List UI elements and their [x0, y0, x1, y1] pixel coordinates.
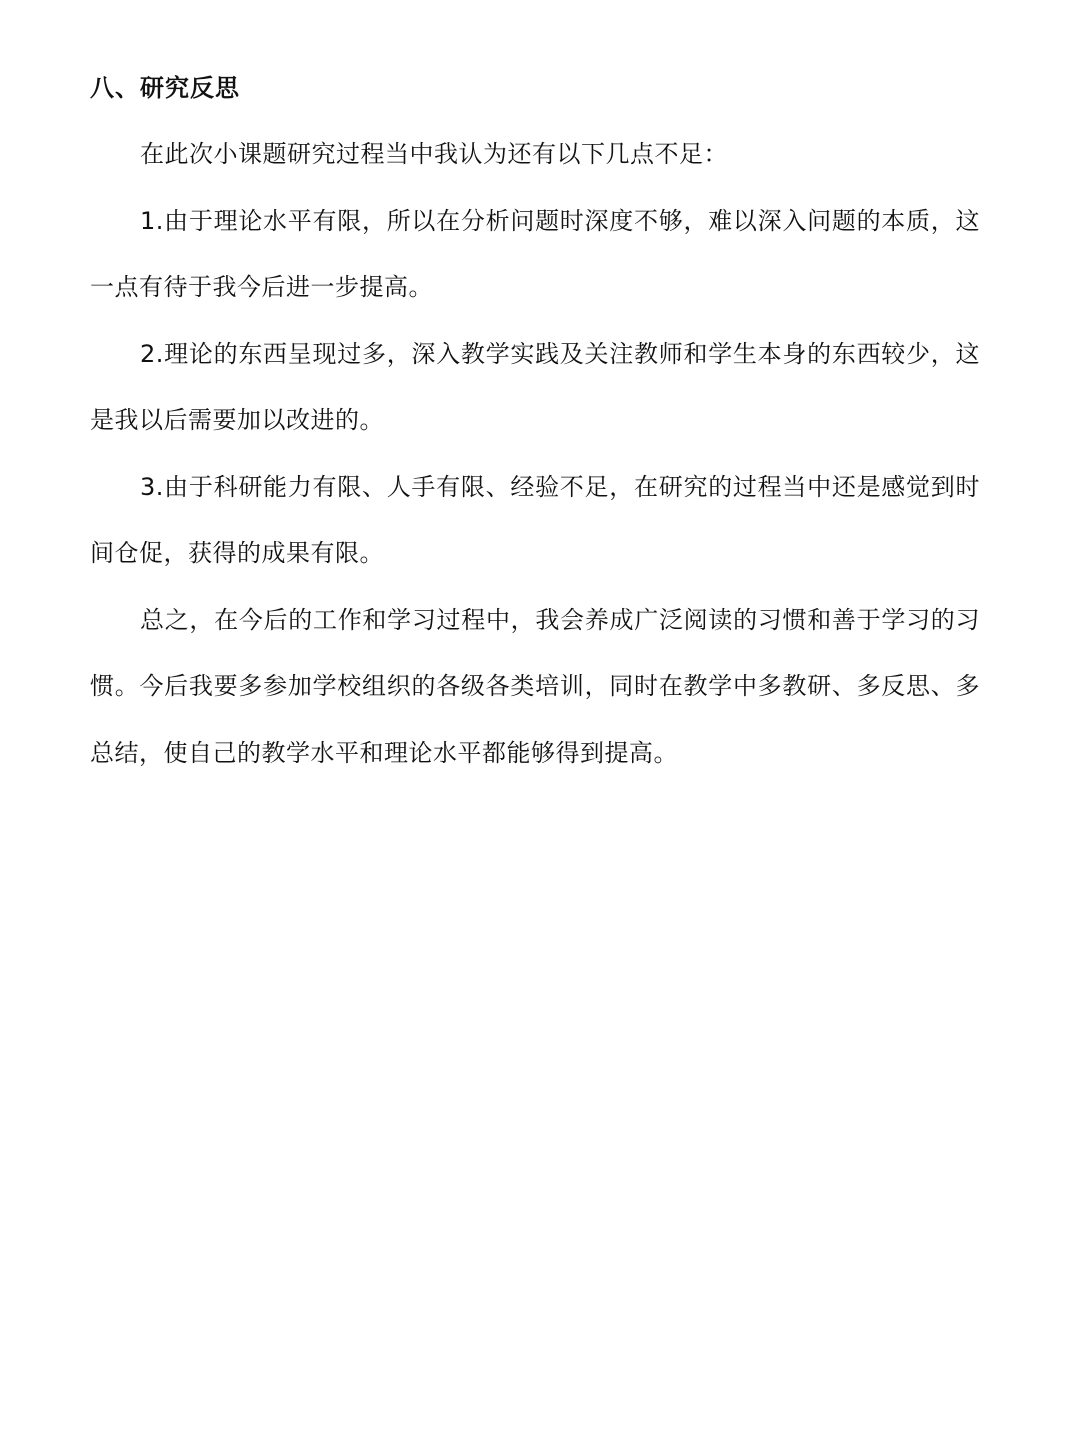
paragraph-point-1: 1.由于理论水平有限，所以在分析问题时深度不够，难以深入问题的本质，这一点有待于我今后进一步提高。 — [90, 206, 980, 301]
paragraph-point-2: 2.理论的东西呈现过多，深入教学实践及关注教师和学生本身的东西较少，这是我以后需要加以改进的。 — [90, 339, 980, 434]
paragraph-point-3: 3.由于科研能力有限、人手有限、经验不足，在研究的过程当中还是感觉到时间仓促，获得的成果有限。 — [90, 472, 980, 567]
document-content — [90, 55, 980, 786]
section-heading: 八、研究反思 — [90, 74, 240, 102]
paragraph-intro: 在此次小课题研究过程当中我认为还有以下几点不足： — [140, 140, 728, 168]
paragraph-conclusion: 总之，在今后的工作和学习过程中，我会养成广泛阅读的习惯和善于学习的习惯。今后我要多参加学校组织的各级各类培训，同时在教学中多教研、多反思、多总结，使自己的教学水平和理论水平都能够得到提高。 — [90, 605, 980, 767]
